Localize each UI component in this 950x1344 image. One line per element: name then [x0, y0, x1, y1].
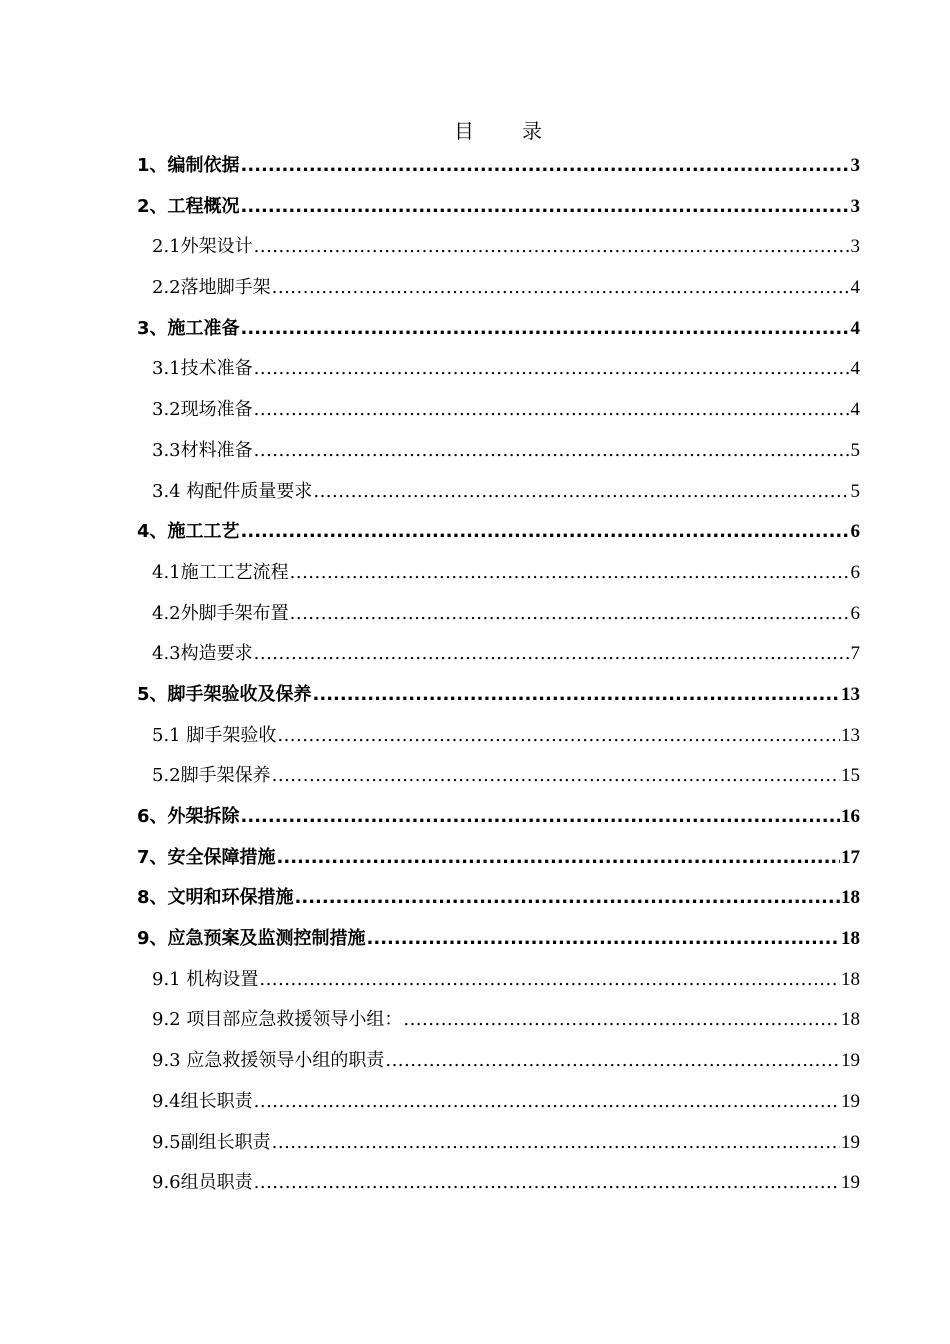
toc-dot-leader [277, 838, 840, 879]
toc-subsection-entry[interactable] [137, 268, 860, 309]
toc-entry-label: 3.1技术准备 [152, 358, 253, 380]
toc-entry-label: 9.4组长职责 [152, 1090, 253, 1112]
toc-entry-label: 9、应急预案及监测控制措施 [137, 928, 366, 950]
toc-dot-leader [254, 390, 850, 431]
toc-page-number: 3 [850, 195, 860, 217]
toc-page-number: 6 [850, 521, 860, 543]
toc-entry-label: 5.2脚手架保养 [152, 765, 271, 787]
toc-page-number: 18 [841, 968, 860, 990]
toc-entry-label: 6、外架拆除 [137, 806, 240, 827]
toc-section-entry[interactable] [137, 512, 860, 553]
toc-subsection-entry[interactable] [137, 756, 860, 797]
toc-subsection-entry[interactable] [137, 1163, 860, 1204]
toc-page-number: 6 [850, 561, 860, 583]
toc-entry-label: 3.2现场准备 [152, 399, 253, 421]
toc-dot-leader [254, 349, 850, 390]
toc-entry-label: 3、施工准备 [137, 317, 240, 339]
toc-entry-label: 4.3构造要求 [152, 643, 253, 665]
toc-entry-label: 9.3 应急救援领导小组的职责 [152, 1050, 385, 1072]
toc-subsection-entry[interactable] [137, 1123, 860, 1164]
toc-page-number: 4 [850, 277, 860, 299]
toc-page-number: 18 [841, 1009, 860, 1031]
toc-dot-leader [254, 431, 850, 472]
table-of-contents [137, 146, 860, 1204]
toc-title: 目 录 [454, 119, 556, 143]
toc-entry-label: 1、编制依据 [137, 155, 240, 176]
toc-entry-label: 2.2落地脚手架 [152, 277, 271, 299]
toc-subsection-entry[interactable] [137, 1082, 860, 1123]
toc-dot-leader [241, 797, 840, 838]
toc-subsection-entry[interactable] [137, 1000, 860, 1041]
toc-page-number: 3 [850, 155, 860, 176]
toc-subsection-entry[interactable] [137, 390, 860, 431]
toc-dot-leader [272, 1123, 840, 1164]
toc-page-number: 17 [841, 846, 860, 868]
toc-entry-label: 4.1施工工艺流程 [152, 561, 289, 583]
toc-subsection-entry[interactable] [137, 472, 860, 513]
toc-dot-leader [259, 960, 840, 1001]
toc-section-entry[interactable] [137, 878, 860, 919]
toc-page-number: 19 [841, 1050, 860, 1072]
toc-subsection-entry[interactable] [137, 1041, 860, 1082]
toc-entry-label: 4.2外脚手架布置 [152, 602, 289, 624]
toc-dot-leader [254, 1163, 840, 1204]
toc-entry-label: 8、文明和环保措施 [137, 887, 294, 909]
toc-entry-label: 7、安全保障措施 [137, 846, 276, 868]
toc-dot-leader [385, 1041, 840, 1082]
toc-dot-leader [241, 309, 850, 350]
toc-dot-leader [272, 268, 850, 309]
toc-page-number: 19 [841, 1131, 860, 1153]
toc-entry-label: 9.2 项目部应急救援领导小组： [152, 1009, 403, 1031]
toc-page-number: 18 [841, 928, 860, 950]
toc-page-number: 5 [850, 480, 860, 502]
toc-dot-leader [313, 675, 840, 716]
toc-dot-leader [403, 1000, 840, 1041]
toc-dot-leader [241, 146, 850, 187]
toc-entry-label: 2、工程概况 [137, 195, 240, 217]
toc-subsection-entry[interactable] [137, 227, 860, 268]
toc-dot-leader [313, 472, 849, 513]
toc-section-entry[interactable] [137, 675, 860, 716]
toc-page-number: 3 [850, 236, 860, 258]
toc-entry-label: 9.5副组长职责 [152, 1131, 271, 1153]
toc-subsection-entry[interactable] [137, 634, 860, 675]
toc-page-number: 18 [841, 887, 860, 909]
toc-page-number: 15 [841, 765, 860, 787]
toc-entry-label: 3.3材料准备 [152, 439, 253, 461]
toc-page-number: 4 [850, 358, 860, 380]
toc-subsection-entry[interactable] [137, 716, 860, 757]
toc-dot-leader [254, 634, 850, 675]
toc-section-entry[interactable] [137, 797, 860, 838]
toc-page-number: 13 [841, 724, 860, 746]
toc-entry-label: 9.6组员职责 [152, 1172, 253, 1194]
toc-section-entry[interactable] [137, 309, 860, 350]
toc-entry-label: 4、施工工艺 [137, 521, 240, 543]
toc-subsection-entry[interactable] [137, 960, 860, 1001]
toc-dot-leader [277, 716, 840, 757]
toc-subsection-entry[interactable] [137, 553, 860, 594]
toc-entry-label: 5.1 脚手架验收 [152, 724, 277, 746]
toc-page-number: 16 [841, 806, 860, 827]
toc-dot-leader [241, 187, 850, 228]
toc-dot-leader [367, 919, 840, 960]
toc-entry-label: 5、脚手架验收及保养 [137, 683, 312, 705]
toc-section-entry[interactable] [137, 187, 860, 228]
toc-dot-leader [254, 227, 850, 268]
toc-page-number: 7 [850, 643, 860, 665]
toc-page-number: 4 [850, 317, 860, 339]
toc-dot-leader [272, 756, 840, 797]
toc-subsection-entry[interactable] [137, 431, 860, 472]
toc-section-entry[interactable] [137, 146, 860, 187]
toc-section-entry[interactable] [137, 838, 860, 879]
toc-section-entry[interactable] [137, 919, 860, 960]
toc-subsection-entry[interactable] [137, 349, 860, 390]
toc-entry-label: 2.1外架设计 [152, 236, 253, 258]
toc-dot-leader [290, 594, 850, 635]
toc-dot-leader [241, 512, 850, 553]
toc-page-number: 19 [841, 1090, 860, 1112]
toc-page-number: 19 [841, 1172, 860, 1194]
toc-entry-label: 9.1 机构设置 [152, 968, 259, 990]
toc-subsection-entry[interactable] [137, 594, 860, 635]
toc-entry-label: 3.4 构配件质量要求 [152, 480, 313, 502]
toc-dot-leader [290, 553, 850, 594]
toc-page-number: 13 [841, 683, 860, 705]
toc-dot-leader [254, 1082, 840, 1123]
toc-page-number: 5 [850, 439, 860, 461]
toc-dot-leader [295, 878, 840, 919]
toc-page-number: 4 [850, 399, 860, 421]
toc-page-number: 6 [850, 602, 860, 624]
